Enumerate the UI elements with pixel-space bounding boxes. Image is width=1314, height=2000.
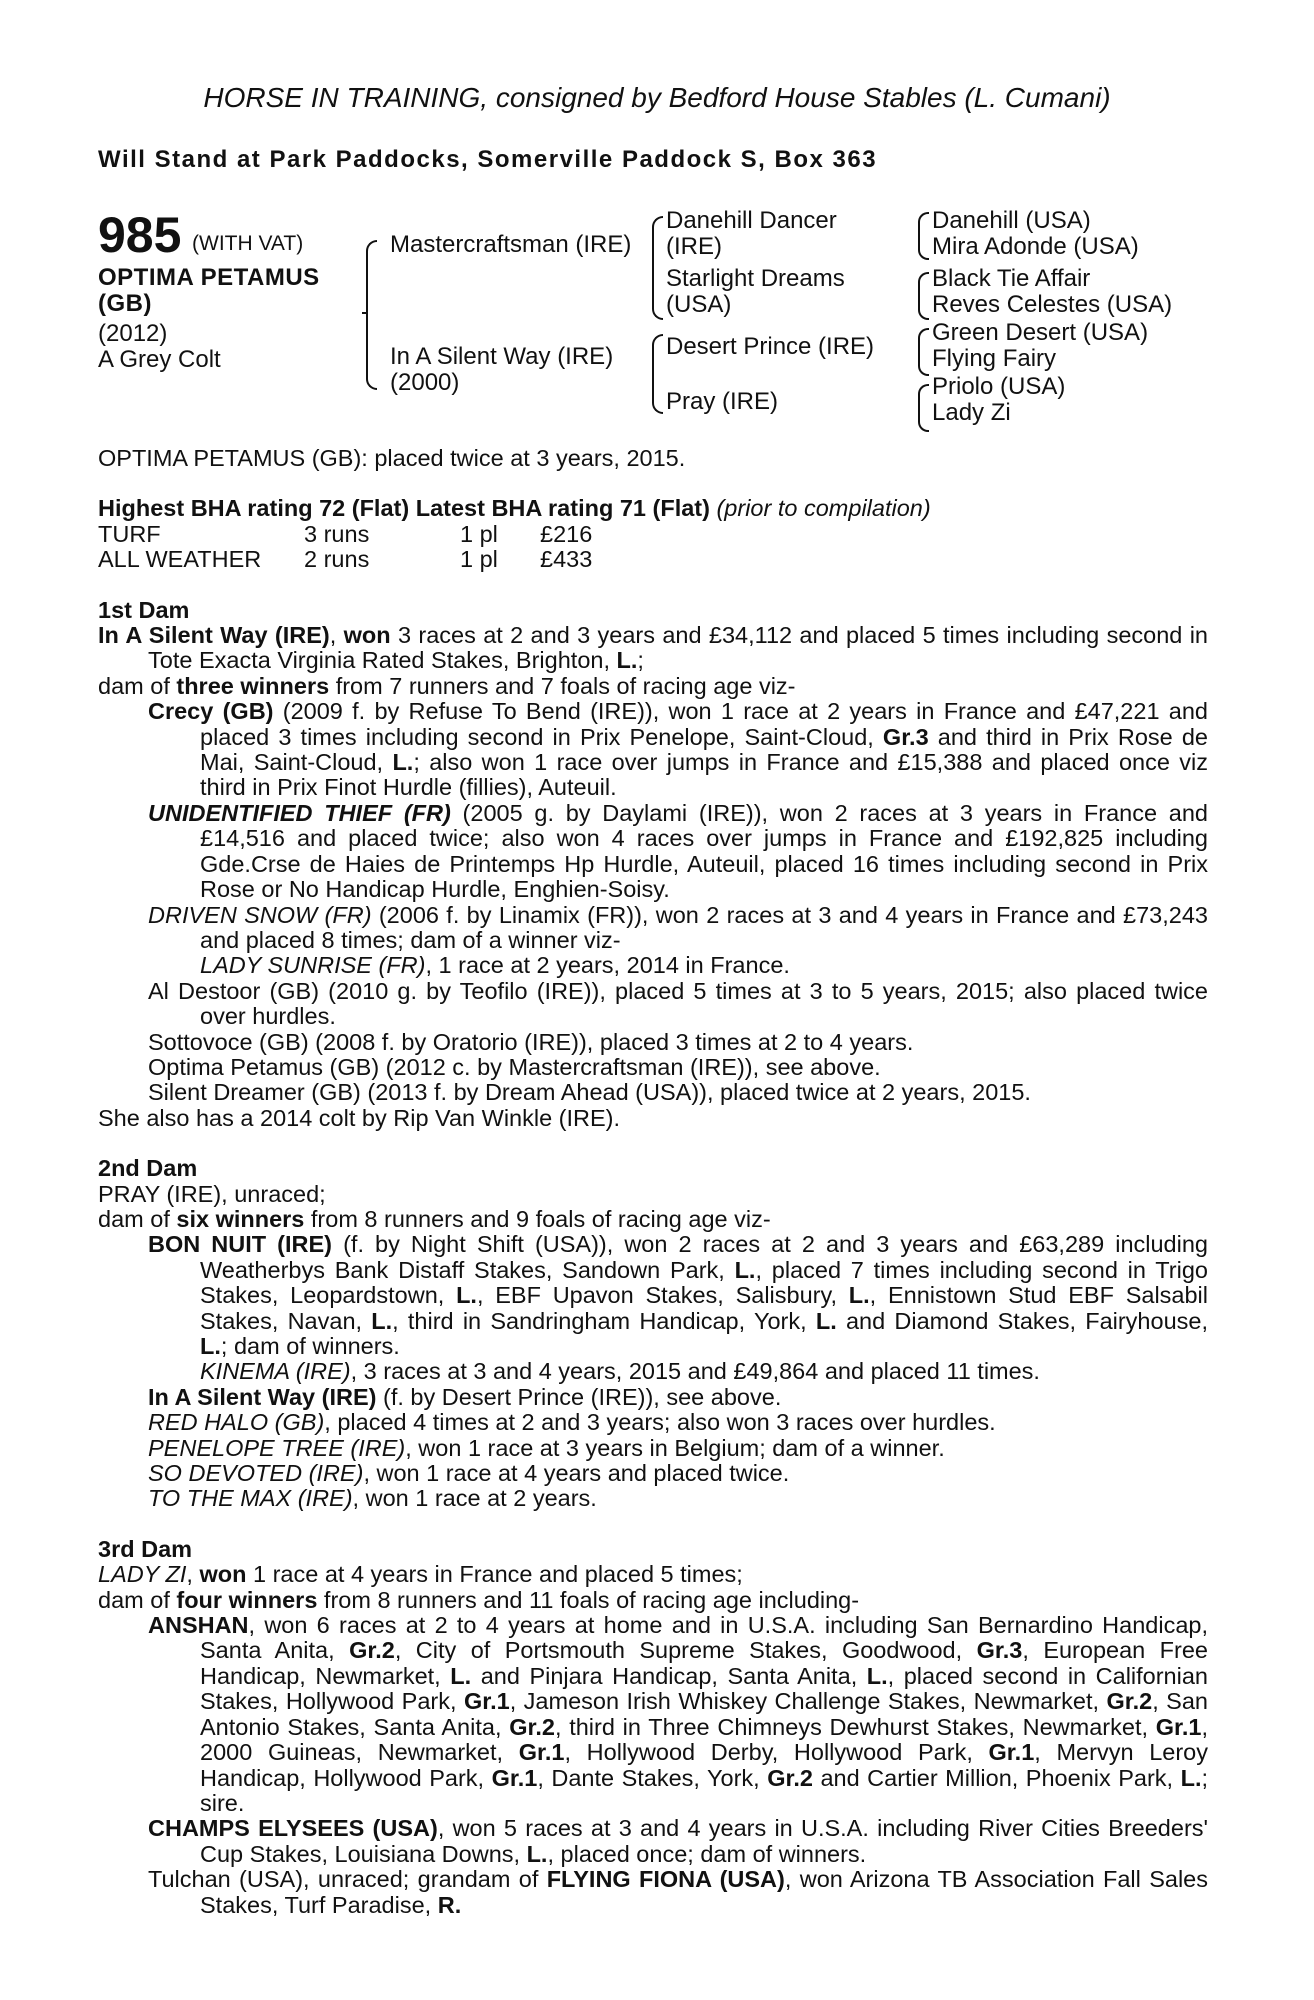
ratings-note: (prior to compilation) — [716, 495, 931, 522]
produce-al-destoor: Al Destoor (GB) (2010 g. by Teofilo (IRE)), placed 5 times at 3 to 5 years, 2015; also placed twice over hurdles. — [148, 977, 1208, 1030]
first-dam-heading: 1st Dam — [98, 596, 190, 623]
vat-note: (WITH VAT) — [192, 232, 304, 255]
third-dam-produce-summary: dam of four winners from 8 runners and 11 foals of racing age including- — [98, 1586, 860, 1613]
prize-cell: £216 — [540, 520, 593, 547]
latest-rating: Latest BHA rating 71 (Flat) — [415, 495, 710, 522]
pedigree-dam-sire: Desert Prince (IRE) — [666, 333, 875, 360]
produce-penelope-tree: PENELOPE TREE (IRE), won 1 race at 3 years in Belgium; dam of a winner. — [148, 1434, 945, 1461]
g3-brace-3 — [918, 328, 929, 376]
grandproduce-lady-sunrise: LADY SUNRISE (FR), 1 race at 2 years, 2014 in France. — [200, 952, 790, 979]
g3-brace-1 — [918, 212, 929, 260]
surface-cell: TURF — [98, 520, 161, 547]
pedigree-dsd: Flying Fairy — [932, 345, 1057, 372]
table-row — [98, 547, 592, 572]
pedigree-dss: Green Desert (USA) — [932, 319, 1149, 346]
produce-sottovoce: Sottovoce (GB) (2008 f. by Oratorio (IRE)), placed 3 times at 2 to 4 years. — [148, 1028, 914, 1055]
race-record-table — [98, 522, 592, 573]
second-dam-record: PRAY (IRE), unraced; — [98, 1180, 326, 1207]
pedigree-sss: Danehill (USA) — [932, 207, 1091, 234]
third-dam-heading: 3rd Dam — [98, 1535, 193, 1562]
produce-optima-petamus: Optima Petamus (GB) (2012 c. by Mastercraftsman (IRE)), see above. — [148, 1053, 881, 1080]
horse-name: OPTIMA PETAMUS — [98, 264, 320, 291]
produce-in-a-silent-way: In A Silent Way (IRE) (f. by Desert Prince (IRE)), see above. — [148, 1383, 782, 1410]
produce-note: She also has a 2014 colt by Rip Van Winkle (IRE). — [98, 1104, 621, 1131]
sire-line-brace — [652, 216, 663, 320]
produce-bon-nuit: BON NUIT (IRE) (f. by Night Shift (USA)), won 2 races at 2 and 3 years and £63,289 including Weatherbys Bank Distaff Stakes, Sandown Park, L., placed 7 times including second in Trigo Stakes, Leopardstown, L., EBF Upavon Stakes, Salisbury, L., Ennistown Stud EBF Salsabil Stakes, Navan, L., third in Sandringham Handicap, York, L. and Diamond Stakes, Fairyhouse, L.; dam of winners. — [148, 1231, 1208, 1359]
produce-crecy: Crecy (GB) (2009 f. by Refuse To Bend (IRE)), won 1 race at 2 years in France and £47,221 and placed 3 times including second in Prix Penelope, Saint-Cloud, Gr.3 and third in Prix Rose de Mai, Saint-Cloud, L.; also won 1 race over jumps in France and £15,388 and placed once viz third in Prix Finot Hurdle (fillies), Auteuil. — [148, 698, 1209, 801]
horse-description: A Grey Colt — [98, 346, 221, 373]
horse-name-country: (GB) — [98, 290, 152, 317]
pedigree-sire-dam: Starlight Dreams (USA) — [666, 265, 845, 318]
catalogue-body — [98, 446, 1208, 1918]
consignor-header: HORSE IN TRAINING, consigned by Bedford House Stables (L. Cumani) — [203, 82, 1111, 113]
placed-cell: 1 pl — [460, 546, 498, 573]
table-row — [98, 522, 592, 547]
pedigree-ssd: Mira Adonde (USA) — [932, 233, 1139, 260]
lot-number: 985 — [98, 207, 182, 263]
pedigree-sds: Black Tie Affair — [932, 265, 1091, 292]
second-dam-heading: 2nd Dam — [98, 1155, 198, 1182]
bha-ratings — [98, 496, 1208, 521]
pedigree-sire-sire: Danehill Dancer (IRE) — [666, 207, 837, 260]
produce-champs-elysees: CHAMPS ELYSEES (USA), won 5 races at 3 and 4 years in U.S.A. including River Cities Breeders' Cup Stakes, Louisiana Downs, L., placed once; dam of winners. — [148, 1815, 1209, 1867]
race-summary: OPTIMA PETAMUS (GB): placed twice at 3 years, 2015. — [98, 445, 686, 471]
g3-brace-2 — [918, 272, 929, 320]
dam-line-brace — [652, 334, 663, 414]
pedigree-sdd: Reves Celestes (USA) — [932, 291, 1173, 318]
pedigree-dam-dam: Pray (IRE) — [666, 388, 779, 415]
produce-driven-snow: DRIVEN SNOW (FR) (2006 f. by Linamix (FR)), won 2 races at 3 and 4 years in France and £73,243 and placed 8 times; dam of a winner viz- — [148, 901, 1208, 953]
runs-cell: 2 runs — [304, 546, 370, 573]
surface-cell: ALL WEATHER — [98, 546, 262, 573]
third-dam-record: LADY ZI, won 1 race at 4 years in France and placed 5 times; — [98, 1561, 743, 1588]
first-dam-record: In A Silent Way (IRE), won 3 races at 2 and 3 years and £34,112 and placed 5 times including second in Tote Exacta Virginia Rated Stakes, Brighton, L.; — [98, 622, 1208, 674]
produce-red-halo: RED HALO (GB), placed 4 times at 2 and 3 years; also won 3 races over hurdles. — [148, 1409, 996, 1436]
stand-location: Will Stand at Park Paddocks, Somerville Paddock S, Box 363 — [98, 146, 878, 173]
produce-anshan: ANSHAN, won 6 races at 2 to 4 years at home and in U.S.A. including San Bernardino Handicap, Santa Anita, Gr.2, City of Portsmouth Supreme Stakes, Goodwood, Gr.3, European Free Handicap, Newmarket, L. and Pinjara Handicap, Santa Anita, L., placed second in Californian Stakes, Hollywood Park, Gr.1, Jameson Irish Whiskey Challenge Stakes, Newmarket, Gr.2, San Antonio Stakes, Santa Anita, Gr.2, third in Three Chimneys Dewhurst Stakes, Newmarket, Gr.1, 2000 Guineas, Newmarket, Gr.1, Hollywood Derby, Hollywood Park, Gr.1, Mervyn Leroy Handicap, Hollywood Park, Gr.1, Dante Stakes, York, Gr.2 and Cartier Million, Phoenix Park, L.; sire. — [148, 1612, 1209, 1816]
sire-dam-brace — [366, 240, 377, 390]
highest-rating: Highest BHA rating 72 (Flat) — [98, 495, 410, 522]
second-dam-produce-summary: dam of six winners from 8 runners and 9 foals of racing age viz- — [98, 1205, 771, 1232]
pedigree-dam: In A Silent Way (IRE) (2000) — [390, 343, 614, 396]
prize-cell: £433 — [540, 546, 593, 573]
foaling-year: (2012) — [98, 320, 168, 347]
pedigree-dds: Priolo (USA) — [932, 373, 1066, 400]
produce-to-the-max: TO THE MAX (IRE), won 1 race at 2 years. — [148, 1485, 597, 1512]
produce-unidentified-thief: UNIDENTIFIED THIEF (FR) (2005 g. by Daylami (IRE)), won 2 races at 3 years in France and £14,516 and placed twice; also won 4 races over jumps in France and £192,825 including Gde.Crse de Haies de Printemps Hp Hurdle, Auteuil, placed 16 times including second in Prix Rose or No Handicap Hurdle, Enghien-Soisy. — [148, 799, 1209, 903]
pedigree-sire: Mastercraftsman (IRE) — [390, 231, 632, 258]
runs-cell: 3 runs — [304, 520, 370, 547]
placed-cell: 1 pl — [460, 520, 498, 547]
first-dam-produce-summary: dam of three winners from 7 runners and 7 foals of racing age viz- — [98, 672, 796, 699]
g3-brace-4 — [918, 384, 929, 432]
pedigree-ddd: Lady Zi — [932, 399, 1011, 426]
brace-point — [362, 312, 368, 314]
produce-tulchan: Tulchan (USA), unraced; grandam of FLYING FIONA (USA), won Arizona TB Association Fall Sales Stakes, Turf Paradise, R. — [148, 1866, 1208, 1918]
produce-so-devoted: SO DEVOTED (IRE), won 1 race at 4 years and placed twice. — [148, 1460, 790, 1487]
grandproduce-kinema: KINEMA (IRE), 3 races at 3 and 4 years, 2015 and £49,864 and placed 11 times. — [200, 1358, 1040, 1385]
produce-silent-dreamer: Silent Dreamer (GB) (2013 f. by Dream Ahead (USA)), placed twice at 2 years, 2015. — [148, 1079, 1031, 1106]
